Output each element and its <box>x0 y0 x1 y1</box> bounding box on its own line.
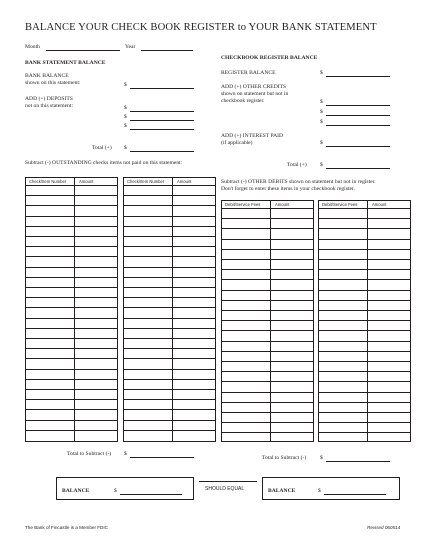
dollar-sign: $ <box>320 70 323 76</box>
checkbook-heading: CHECKBOOK REGISTER BALANCE <box>221 55 318 61</box>
table-row[interactable] <box>124 379 215 380</box>
table-row[interactable] <box>26 420 117 421</box>
table-row[interactable] <box>319 290 410 291</box>
table-row[interactable] <box>222 218 313 219</box>
should-equal-label: SHOULD EQUAL <box>205 486 245 492</box>
dollar-sign: $ <box>124 451 127 457</box>
outstanding-label: Subtract (-) OUTSTANDING checks items not paid on this statement: <box>25 160 183 166</box>
subtract-total-field-left[interactable] <box>130 457 194 458</box>
table-row[interactable] <box>319 392 410 393</box>
amount-header: Amount <box>372 202 387 207</box>
table-row[interactable] <box>222 341 313 342</box>
amount-header: Amount <box>177 179 192 184</box>
table-row[interactable] <box>26 328 117 329</box>
credits-sublabel-1: shown on statement but not in <box>221 91 289 97</box>
table-row[interactable] <box>124 267 215 268</box>
table-row[interactable] <box>319 351 410 352</box>
table-row[interactable] <box>124 256 215 257</box>
table-row[interactable] <box>319 402 410 403</box>
balance-label-right: BALANCE <box>268 488 296 494</box>
balance-field-right[interactable] <box>324 494 386 495</box>
page-title: BALANCE YOUR CHECK BOOK REGISTER to YOUR BANK STATEMENT <box>25 22 377 33</box>
table-row[interactable] <box>222 412 313 413</box>
dollar-sign: $ <box>124 82 127 88</box>
table-row[interactable] <box>26 318 117 319</box>
checkbook-total-field[interactable] <box>326 168 390 169</box>
year-label: Year <box>125 44 136 50</box>
table-row[interactable] <box>319 330 410 331</box>
table-row[interactable] <box>319 432 410 433</box>
dollar-sign: $ <box>320 455 323 461</box>
table-row[interactable] <box>124 358 215 359</box>
table-row[interactable] <box>319 412 410 413</box>
table-row[interactable] <box>26 287 117 288</box>
table-row[interactable] <box>222 381 313 382</box>
balance-field-left[interactable] <box>120 494 182 495</box>
interest-sublabel: (if applicable) <box>221 140 253 146</box>
footer-fdic: The Bank of Fincastle is a Member FDIC <box>25 525 108 530</box>
table-row[interactable] <box>319 239 410 240</box>
interest-field[interactable] <box>326 146 390 147</box>
other-debits-table-1 <box>221 200 314 442</box>
table-row[interactable] <box>222 259 313 260</box>
dollar-sign: $ <box>320 140 323 146</box>
table-row[interactable] <box>26 430 117 431</box>
table-row[interactable] <box>222 330 313 331</box>
credits-label: ADD (+) OTHER CREDITS <box>221 84 287 90</box>
table-row[interactable] <box>124 369 215 370</box>
check-number-header: Check/Item Number <box>29 179 67 184</box>
table-row[interactable] <box>124 430 215 431</box>
debit-fees-header: Debit/Service Fees <box>322 202 358 207</box>
table-row[interactable] <box>319 371 410 372</box>
table-row[interactable] <box>319 320 410 321</box>
table-row[interactable] <box>26 216 117 217</box>
table-row[interactable] <box>124 409 215 410</box>
table-row[interactable] <box>222 422 313 423</box>
table-row[interactable] <box>124 236 215 237</box>
table-row[interactable] <box>222 249 313 250</box>
table-row[interactable] <box>222 269 313 270</box>
outstanding-checks-table-1 <box>25 177 118 442</box>
table-row[interactable] <box>319 300 410 301</box>
table-row[interactable] <box>26 246 117 247</box>
table-row[interactable] <box>124 287 215 288</box>
table-row[interactable] <box>26 256 117 257</box>
credit-field-1[interactable] <box>326 105 390 106</box>
amount-header: Amount <box>275 202 290 207</box>
bank-balance-field[interactable] <box>130 88 194 89</box>
table-row[interactable] <box>26 379 117 380</box>
debit-fees-header: Debit/Service Fees <box>225 202 261 207</box>
table-row[interactable] <box>124 246 215 247</box>
table-row[interactable] <box>124 389 215 390</box>
month-field[interactable] <box>46 50 120 51</box>
deposits-label: ADD (+) DEPOSITS <box>25 96 73 102</box>
credits-sublabel-2: checkbook register. <box>221 98 265 104</box>
interest-label: ADD (+) INTEREST PAID <box>221 133 284 139</box>
dollar-sign: $ <box>318 488 321 494</box>
year-field[interactable] <box>141 50 193 51</box>
table-row[interactable] <box>26 226 117 227</box>
table-row[interactable] <box>124 307 215 308</box>
table-row[interactable] <box>222 320 313 321</box>
check-number-header: Check/Item Number <box>127 179 165 184</box>
table-row[interactable] <box>319 422 410 423</box>
table-row[interactable] <box>319 269 410 270</box>
table-row[interactable] <box>319 381 410 382</box>
table-row[interactable] <box>124 297 215 298</box>
deposit-field-1[interactable] <box>130 111 194 112</box>
dollar-sign: $ <box>114 488 117 494</box>
table-row[interactable] <box>222 290 313 291</box>
footer-revision: Revised 060514 <box>367 525 401 530</box>
dollar-sign: $ <box>320 119 323 125</box>
credit-field-3[interactable] <box>326 125 390 126</box>
subtract-total-label-left: Total to Subtract (-) <box>67 451 112 457</box>
table-row[interactable] <box>26 307 117 308</box>
table-row[interactable] <box>124 318 215 319</box>
table-row[interactable] <box>124 216 215 217</box>
table-row[interactable] <box>319 341 410 342</box>
table-row[interactable] <box>26 195 117 196</box>
other-debits-label: Subtract (-) OTHER DEBITS shown on statement but not in register. <box>221 179 376 185</box>
dollar-sign: $ <box>320 162 323 168</box>
dollar-sign: $ <box>320 109 323 115</box>
table-row[interactable] <box>124 205 215 206</box>
dollar-sign: $ <box>124 123 127 129</box>
table-row[interactable] <box>26 267 117 268</box>
register-balance-field[interactable] <box>326 76 390 77</box>
divider <box>199 481 257 482</box>
dollar-sign: $ <box>124 114 127 120</box>
table-row[interactable] <box>222 239 313 240</box>
table-row[interactable] <box>26 277 117 278</box>
table-row[interactable] <box>26 348 117 349</box>
table-row[interactable] <box>124 195 215 196</box>
dollar-sign: $ <box>320 99 323 105</box>
bank-total-field[interactable] <box>130 151 194 152</box>
table-row[interactable] <box>124 277 215 278</box>
deposits-sublabel: not on this statement: <box>25 103 74 109</box>
table-row[interactable] <box>26 358 117 359</box>
table-row[interactable] <box>319 259 410 260</box>
table-row[interactable] <box>222 228 313 229</box>
subtract-total-label-right: Total to Subtract (-) <box>262 455 307 461</box>
table-row[interactable] <box>26 409 117 410</box>
table-row[interactable] <box>26 399 117 400</box>
checkbook-total-label: Total (+) <box>287 162 307 168</box>
deposit-field-3[interactable] <box>130 129 194 130</box>
deposit-field-2[interactable] <box>130 120 194 121</box>
table-row[interactable] <box>319 279 410 280</box>
table-row[interactable] <box>124 399 215 400</box>
table-row[interactable] <box>222 310 313 311</box>
other-debits-note: Don't forget to enter these items in your checkbook register. <box>221 186 355 192</box>
bank-total-label: Total (+) <box>92 145 112 151</box>
table-row[interactable] <box>319 228 410 229</box>
table-row[interactable] <box>222 392 313 393</box>
table-row[interactable] <box>222 300 313 301</box>
bank-statement-heading: BANK STATEMENT BALANCE <box>25 60 106 66</box>
dollar-sign: $ <box>124 145 127 151</box>
table-row[interactable] <box>26 369 117 370</box>
month-label: Month <box>25 44 40 50</box>
table-row[interactable] <box>319 249 410 250</box>
table-row[interactable] <box>124 348 215 349</box>
table-row[interactable] <box>222 402 313 403</box>
table-row[interactable] <box>319 361 410 362</box>
table-row[interactable] <box>222 361 313 362</box>
bank-balance-sublabel: shown on this statement: <box>25 80 81 86</box>
table-row[interactable] <box>222 351 313 352</box>
table-row[interactable] <box>124 338 215 339</box>
other-debits-table-2 <box>318 200 411 442</box>
amount-header: Amount <box>79 179 94 184</box>
bank-balance-label: BANK BALANCE <box>25 73 69 79</box>
table-row[interactable] <box>26 389 117 390</box>
table-row[interactable] <box>319 310 410 311</box>
table-row[interactable] <box>124 420 215 421</box>
table-row[interactable] <box>222 279 313 280</box>
balance-label-left: BALANCE <box>62 488 90 494</box>
subtract-total-field-right[interactable] <box>326 461 390 462</box>
table-row[interactable] <box>26 297 117 298</box>
table-row[interactable] <box>124 226 215 227</box>
table-row[interactable] <box>222 432 313 433</box>
outstanding-checks-table-2 <box>123 177 216 442</box>
table-row[interactable] <box>222 371 313 372</box>
table-row[interactable] <box>26 236 117 237</box>
table-row[interactable] <box>319 218 410 219</box>
table-row[interactable] <box>26 338 117 339</box>
credit-field-2[interactable] <box>326 115 390 116</box>
table-row[interactable] <box>124 328 215 329</box>
dollar-sign: $ <box>124 105 127 111</box>
register-balance-label: REGISTER BALANCE <box>221 70 276 76</box>
table-row[interactable] <box>26 205 117 206</box>
